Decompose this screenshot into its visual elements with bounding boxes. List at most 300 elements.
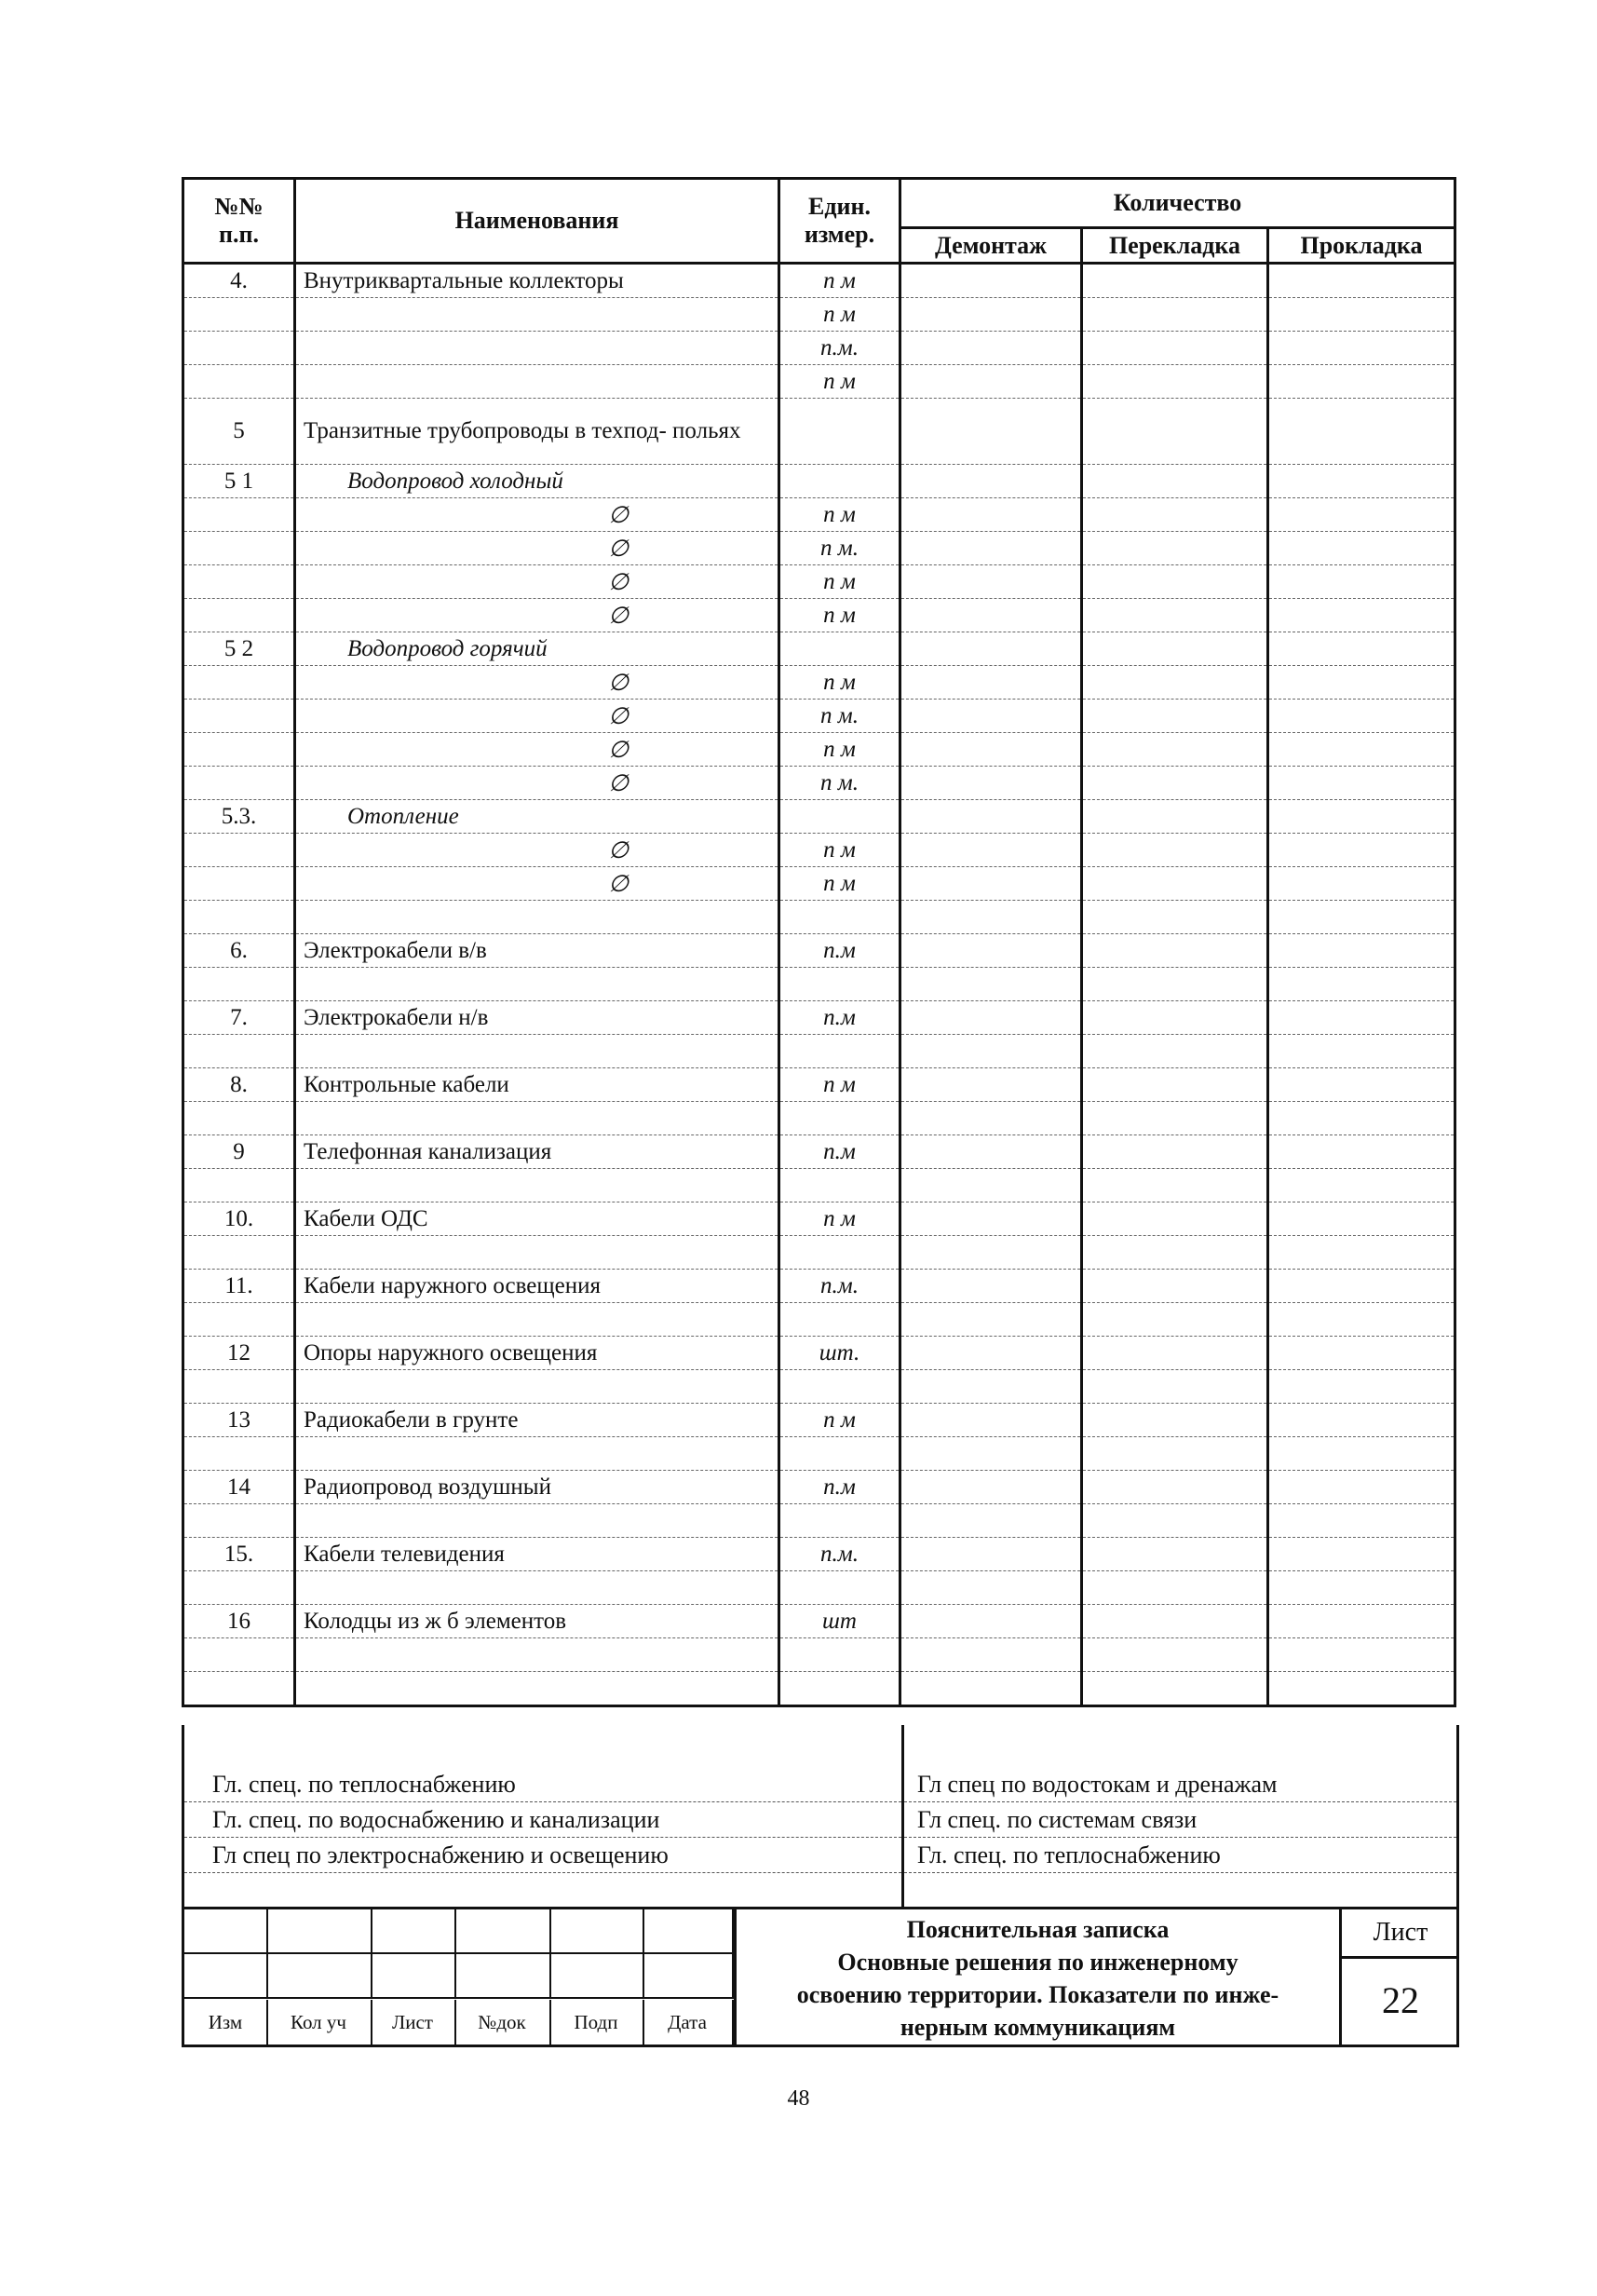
row-relaying [1082,901,1268,934]
row-unit: п.м. [779,332,900,365]
row-demontage [900,1672,1082,1706]
table-row [183,1471,1455,1504]
row-demontage [900,1504,1082,1538]
row-name [295,365,779,399]
row-unit [779,901,900,934]
row-demontage [900,1035,1082,1068]
row-unit: п м [779,365,900,399]
row-unit: п м [779,264,900,298]
row-demontage [900,298,1082,332]
table-row [183,1337,1455,1370]
grid-cell [266,1954,372,1999]
row-name: Колодцы из ж б элементов [295,1605,779,1638]
row-number: 5.3. [183,800,295,834]
row-unit [779,1370,900,1404]
row-name [295,1638,779,1672]
row-unit: п м [779,1202,900,1236]
row-demontage [900,1571,1082,1605]
row-name: Опоры наружного освещения [295,1337,779,1370]
row-laying [1268,332,1455,365]
sheet-number-box [1339,1909,1459,2045]
row-name: Внутриквартальные коллекторы [295,264,779,298]
row-unit [779,1504,900,1538]
row-demontage [900,1270,1082,1303]
table-row [183,1638,1455,1672]
table-row [183,1303,1455,1337]
row-relaying [1082,565,1268,599]
row-demontage [900,1337,1082,1370]
row-relaying [1082,1672,1268,1706]
row-relaying [1082,632,1268,666]
table-row [183,800,1455,834]
table-row [183,298,1455,332]
row-unit: п.м [779,934,900,968]
row-name: ∅ [295,666,779,700]
row-demontage [900,901,1082,934]
row-laying [1268,934,1455,968]
row-unit: п м [779,298,900,332]
row-laying [1268,1068,1455,1102]
row-number [183,1303,295,1337]
header-demontage: Демонтаж [900,228,1082,264]
row-laying [1268,1672,1455,1706]
row-number [183,968,295,1001]
row-laying [1268,1001,1455,1035]
table-row [183,1202,1455,1236]
grid-cell [454,1954,551,1999]
grid-cell [549,1954,644,1999]
header-relaying: Перекладка [1082,228,1268,264]
row-number: 15. [183,1538,295,1571]
grid-cell [371,1909,456,1954]
row-relaying [1082,465,1268,498]
row-number [183,1370,295,1404]
row-unit: п м [779,834,900,867]
table-row [183,834,1455,867]
row-unit: п м [779,867,900,901]
row-number: 11. [183,1270,295,1303]
row-relaying [1082,1605,1268,1638]
row-laying [1268,733,1455,767]
row-unit: п м [779,599,900,632]
row-number: 12 [183,1337,295,1370]
row-name: ∅ [295,599,779,632]
row-laying [1268,700,1455,733]
specialist-line: Гл. спец. по теплоснабжению [184,1767,901,1802]
row-demontage [900,264,1082,298]
row-relaying [1082,332,1268,365]
table-row [183,934,1455,968]
row-number [183,901,295,934]
table-row [183,399,1455,465]
row-demontage [900,1169,1082,1202]
row-laying [1268,1404,1455,1437]
table-row [183,1370,1455,1404]
row-name: Отопление [295,800,779,834]
row-relaying [1082,666,1268,700]
specialist-line: Гл. спец. по теплоснабжению [904,1838,1456,1873]
row-number [183,1169,295,1202]
row-name [295,1370,779,1404]
title-line: Пояснительная записка [906,1916,1170,1943]
row-laying [1268,1102,1455,1135]
row-number [183,298,295,332]
row-unit: п м [779,733,900,767]
row-unit [779,1571,900,1605]
title-line: Основные решения по инженерному [837,1949,1238,1976]
row-name [295,1504,779,1538]
row-number [183,1638,295,1672]
row-demontage [900,1068,1082,1102]
row-laying [1268,1437,1455,1471]
row-relaying [1082,298,1268,332]
row-unit: п м [779,498,900,532]
row-name: Радиокабели в грунте [295,1404,779,1437]
row-unit [779,465,900,498]
revision-grid [184,1909,734,2045]
row-name: Контрольные кабели [295,1068,779,1102]
row-relaying [1082,532,1268,565]
row-relaying [1082,1471,1268,1504]
row-demontage [900,867,1082,901]
row-demontage [900,968,1082,1001]
table-row [183,264,1455,298]
row-number [183,1102,295,1135]
row-relaying [1082,834,1268,867]
row-unit [779,1672,900,1706]
row-laying [1268,834,1455,867]
header-num: №№ п.п. [183,179,295,264]
specialist-line: Гл спец по электроснабжению и освещению [184,1838,901,1873]
table-row [183,465,1455,498]
row-unit [779,1303,900,1337]
row-relaying [1082,1102,1268,1135]
row-relaying [1082,1236,1268,1270]
table-row [183,1504,1455,1538]
row-number [183,867,295,901]
row-demontage [900,700,1082,733]
row-number [183,767,295,800]
row-unit: шт [779,1605,900,1638]
row-demontage [900,399,1082,465]
row-laying [1268,867,1455,901]
row-name: ∅ [295,767,779,800]
row-name: Транзитные трубопроводы в техпод- польях [295,399,779,465]
row-name [295,1169,779,1202]
row-unit [779,1236,900,1270]
row-demontage [900,1370,1082,1404]
row-number [183,365,295,399]
row-unit [779,1638,900,1672]
row-number [183,532,295,565]
row-unit: п.м [779,1471,900,1504]
row-unit [779,968,900,1001]
row-number [183,700,295,733]
table-row [183,332,1455,365]
row-number: 13 [183,1404,295,1437]
row-laying [1268,399,1455,465]
specialists-right [904,1725,1456,1907]
row-laying [1268,1236,1455,1270]
row-number: 10. [183,1202,295,1236]
row-laying [1268,1471,1455,1504]
table-row [183,968,1455,1001]
row-relaying [1082,599,1268,632]
row-unit: шт. [779,1337,900,1370]
row-demontage [900,934,1082,968]
row-unit [779,632,900,666]
row-name: ∅ [295,498,779,532]
table-row [183,532,1455,565]
row-unit [779,1102,900,1135]
row-relaying [1082,800,1268,834]
table-row [183,767,1455,800]
row-demontage [900,1303,1082,1337]
row-demontage [900,800,1082,834]
row-number: 5 1 [183,465,295,498]
row-relaying [1082,1337,1268,1370]
specialists-block [182,1725,1459,1909]
row-relaying [1082,1571,1268,1605]
table-row [183,1035,1455,1068]
row-relaying [1082,767,1268,800]
row-laying [1268,632,1455,666]
row-name: Кабели ОДС [295,1202,779,1236]
row-number [183,1035,295,1068]
row-laying [1268,1303,1455,1337]
row-laying [1268,1035,1455,1068]
row-name: Электрокабели н/в [295,1001,779,1035]
title-line: нерным коммуникациям [900,2014,1176,2041]
title-line: освоению территории. Показатели по инже- [796,1981,1279,2008]
row-name [295,968,779,1001]
table-row [183,1571,1455,1605]
table-row [183,666,1455,700]
row-laying [1268,264,1455,298]
row-name [295,1303,779,1337]
row-demontage [900,599,1082,632]
row-laying [1268,298,1455,332]
row-demontage [900,332,1082,365]
row-relaying [1082,934,1268,968]
row-number [183,1571,295,1605]
row-demontage [900,1605,1082,1638]
table-row [183,867,1455,901]
row-name: Телефонная канализация [295,1135,779,1169]
row-relaying [1082,1303,1268,1337]
row-number: 6. [183,934,295,968]
row-unit: п м. [779,767,900,800]
table-row [183,1404,1455,1437]
table-row [183,1135,1455,1169]
row-laying [1268,565,1455,599]
table-row [183,1538,1455,1571]
table-row [183,1236,1455,1270]
row-relaying [1082,700,1268,733]
communications-table [182,177,1456,1707]
grid-cell [266,1909,372,1954]
grid-cell [184,1909,268,1954]
row-demontage [900,1471,1082,1504]
table-row [183,1169,1455,1202]
row-unit [779,1169,900,1202]
row-relaying [1082,1035,1268,1068]
row-laying [1268,498,1455,532]
document-title [734,1909,1339,2045]
row-unit [779,1035,900,1068]
row-unit: п м. [779,532,900,565]
row-demontage [900,1135,1082,1169]
row-laying [1268,1504,1455,1538]
row-unit: п.м. [779,1538,900,1571]
row-name: Кабели наружного освещения [295,1270,779,1303]
row-number: 14 [183,1471,295,1504]
row-unit [779,1437,900,1471]
row-laying [1268,365,1455,399]
row-relaying [1082,1270,1268,1303]
row-relaying [1082,1404,1268,1437]
row-laying [1268,1169,1455,1202]
row-demontage [900,767,1082,800]
row-unit: п.м [779,1135,900,1169]
grid-cell [184,1954,268,1999]
row-laying [1268,1270,1455,1303]
grid-cell [549,1909,644,1954]
row-unit: п.м [779,1001,900,1035]
row-laying [1268,1638,1455,1672]
row-relaying [1082,1504,1268,1538]
row-laying [1268,767,1455,800]
row-name: Кабели телевидения [295,1538,779,1571]
table-row [183,599,1455,632]
row-demontage [900,1538,1082,1571]
label-data: Дата [643,2000,734,2045]
row-name: Водопровод холодный [295,465,779,498]
table-row [183,632,1455,666]
header-quantity: Количество [900,179,1455,228]
grid-cell [643,1909,734,1954]
grid-cell [371,1954,456,1999]
row-number [183,834,295,867]
row-relaying [1082,264,1268,298]
table-row [183,700,1455,733]
row-laying [1268,1538,1455,1571]
row-name: ∅ [295,733,779,767]
row-name [295,1236,779,1270]
row-name [295,1035,779,1068]
row-number [183,498,295,532]
label-podp: Подп [549,2000,644,2045]
row-name: Радиопровод воздушный [295,1471,779,1504]
sheet-label: Лист [1342,1909,1459,1959]
table-row [183,1605,1455,1638]
row-laying [1268,1370,1455,1404]
row-demontage [900,1202,1082,1236]
row-name [295,901,779,934]
row-relaying [1082,1068,1268,1102]
specialist-line: Гл. спец. по водоснабжению и канализации [184,1802,901,1838]
row-relaying [1082,498,1268,532]
row-laying [1268,800,1455,834]
row-laying [1268,1605,1455,1638]
row-unit [779,800,900,834]
table-row [183,365,1455,399]
row-name: ∅ [295,700,779,733]
row-name: Водопровод горячий [295,632,779,666]
row-number [183,1504,295,1538]
row-laying [1268,968,1455,1001]
row-number: 7. [183,1001,295,1035]
header-laying: Прокладка [1268,228,1455,264]
row-name [295,1672,779,1706]
table-row [183,733,1455,767]
row-demontage [900,365,1082,399]
table-row [183,1672,1455,1706]
row-demontage [900,834,1082,867]
row-demontage [900,1102,1082,1135]
table-row [183,901,1455,934]
row-name: ∅ [295,565,779,599]
row-demontage [900,1001,1082,1035]
specialists-left [184,1725,904,1907]
row-demontage [900,1437,1082,1471]
row-relaying [1082,1538,1268,1571]
row-number [183,733,295,767]
label-ndok: №док [454,2000,551,2045]
row-name [295,298,779,332]
title-block [182,1907,1459,2047]
row-demontage [900,1638,1082,1672]
quantities-sheet [182,177,1454,1707]
row-laying [1268,901,1455,934]
row-laying [1268,465,1455,498]
row-number [183,1236,295,1270]
row-name: ∅ [295,867,779,901]
row-unit: п м [779,565,900,599]
row-relaying [1082,1135,1268,1169]
row-unit: п.м. [779,1270,900,1303]
label-list: Лист [371,2000,456,2045]
row-demontage [900,632,1082,666]
row-unit: п м. [779,700,900,733]
header-name: Наименования [295,179,779,264]
row-name [295,1571,779,1605]
row-demontage [900,1404,1082,1437]
row-number: 5 2 [183,632,295,666]
row-number [183,332,295,365]
row-relaying [1082,968,1268,1001]
specialist-line: Гл спец. по системам связи [904,1802,1456,1838]
row-relaying [1082,1638,1268,1672]
row-number: 8. [183,1068,295,1102]
row-name [295,332,779,365]
row-unit: п м [779,1068,900,1102]
row-number: 4. [183,264,295,298]
row-demontage [900,565,1082,599]
row-demontage [900,733,1082,767]
table-row [183,1001,1455,1035]
row-relaying [1082,1370,1268,1404]
label-izm: Изм [184,2000,268,2045]
row-laying [1268,666,1455,700]
row-relaying [1082,365,1268,399]
row-number [183,666,295,700]
row-number: 5 [183,399,295,465]
row-relaying [1082,867,1268,901]
row-unit: п м [779,1404,900,1437]
row-unit [779,399,900,465]
row-relaying [1082,399,1268,465]
